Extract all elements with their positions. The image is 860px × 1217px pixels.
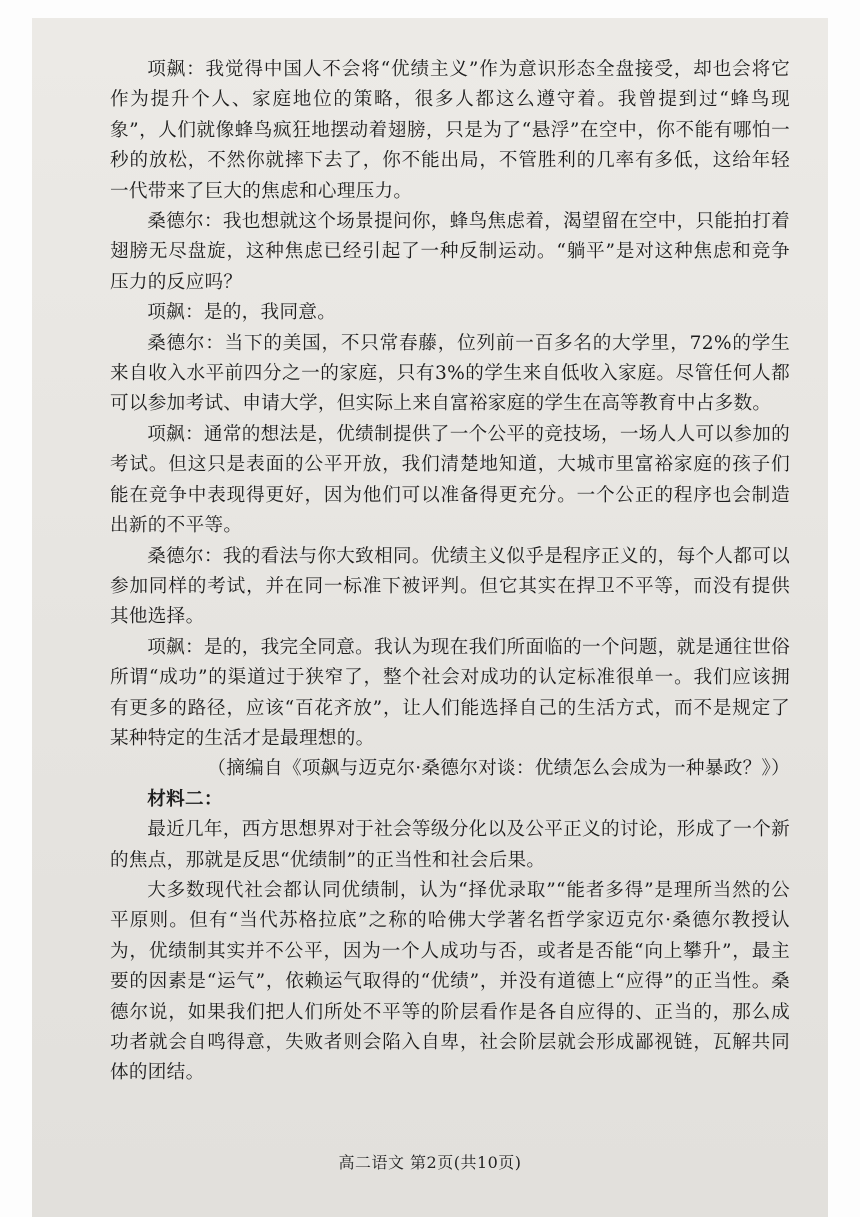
paragraph-4: 桑德尔：当下的美国，不只常春藤，位列前一百多名的大学里，72%的学生来自收入水平前四分之一的家庭，只有3%的学生来自低收入家庭。尽管任何人都可以参加考试、申请大学，但实际上来自富裕家庭的学生在高等教育中占多数。 [110, 332, 790, 415]
paragraph-1: 项飙：我觉得中国人不会将“优绩主义”作为意识形态全盘接受，却也会将它作为提升个人、家庭地位的策略，很多人都这么遵守着。我曾提到过“蜂鸟现象”，人们就像蜂鸟疯狂地摆动着翅膀，只是为了“悬浮”在空中，你不能有哪怕一秒的放松，不然你就摔下去了，你不能出局，不管胜利的几率有多低，这给年轻一代带来了巨大的焦虑和心理压力。 [110, 59, 790, 202]
material2-paragraph-2: 大多数现代社会都认同优绩制，认为“择优录取”“能者多得”是理所当然的公平原则。但有“当代苏格拉底”之称的哈佛大学著名哲学家迈克尔·桑德尔教授认为，优绩制其实并不公平，因为一个人成功与否，或者是否能“向上攀升”，最主要的因素是“运气”，依赖运气取得的“优绩”，并没有道德上“应得”的正当性。桑德尔说，如果我们把人们所处不平等的阶层看作是各自应得的、正当的，那么成功者就会自鸣得意，失败者则会陷入自卑，社会阶层就会形成鄙视链，瓦解共同体的团结。 [110, 879, 790, 1084]
paragraph-3: 项飙：是的，我同意。 [147, 302, 337, 324]
material2-paragraph-1: 最近几年，西方思想界对于社会等级分化以及公平正义的讨论，形成了一个新的焦点，那就是反思“优绩制”的正当性和社会后果。 [110, 819, 790, 871]
paragraph-2: 桑德尔：我也想就这个场景提问你，蜂鸟焦虑着，渴望留在空中，只能拍打着翅膀无尽盘旋，这种焦虑已经引起了一种反制运动。“躺平”是对这种焦虑和竞争压力的反应吗？ [110, 211, 790, 293]
page-footer: 高二语文 第2页(共10页) [338, 1153, 522, 1172]
material2-heading: 材料二： [147, 788, 223, 810]
paragraph-6: 桑德尔：我的看法与你大致相同。优绩主义似乎是程序正义的，每个人都可以参加同样的考试，并在同一标准下被评判。但它其实在捍卫不平等，而没有提供其他选择。 [110, 545, 790, 628]
source-citation: （摘编自《项飙与迈克尔·桑德尔对谈：优绩怎么会成为一种暴政？》） [207, 758, 790, 780]
paragraph-7: 项飙：是的，我完全同意。我认为现在我们所面临的一个问题，就是通往世俗所谓“成功”的渠道过于狭窄了，整个社会对成功的认定标准很单一。我们应该拥有更多的路径，应该“百花齐放”，让人们能选择自己的生活方式，而不是规定了某种特定的生活才是最理想的。 [110, 636, 790, 749]
exam-page [32, 18, 828, 1217]
paragraph-5: 项飙：通常的想法是，优绩制提供了一个公平的竞技场，一场人人可以参加的考试。但这只是表面的公平开放，我们清楚地知道，大城市里富裕家庭的孩子们能在竞争中表现得更好，因为他们可以准备得更充分。一个公正的程序也会制造出新的不平等。 [110, 423, 790, 537]
page-content [110, 55, 790, 1089]
